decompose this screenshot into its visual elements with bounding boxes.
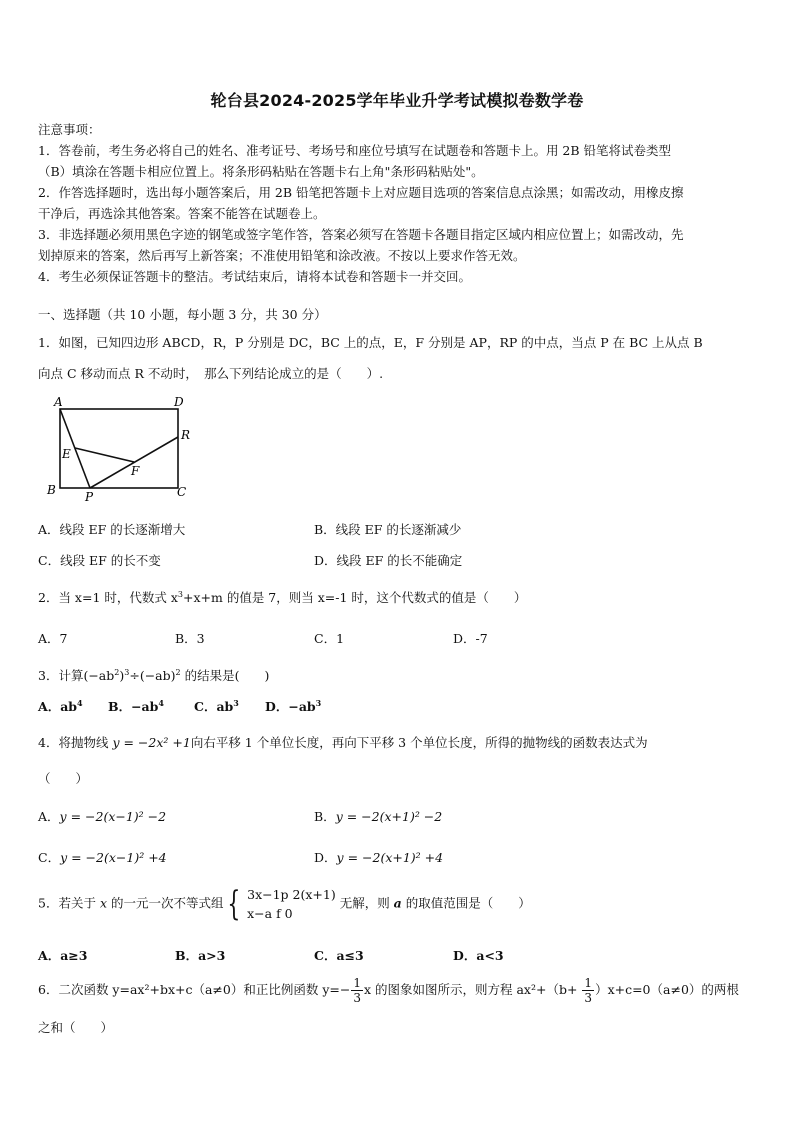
segment-pr (90, 437, 178, 488)
q1-quadrilateral-figure (46, 392, 196, 504)
q4-text-pre: 4．将抛物线 (38, 735, 113, 750)
left-brace-icon: { (227, 884, 241, 924)
q3-superscript: 2 (175, 667, 181, 677)
q4-option-c (38, 848, 167, 866)
q3-option-b (108, 697, 164, 715)
fraction-numerator: 1 (584, 976, 593, 990)
q6-text (38, 976, 739, 1005)
q3-superscript: 3 (124, 667, 130, 677)
q5-option-d: D．a<3 (453, 948, 504, 963)
q6-text-line2: 之和（ ） (38, 1020, 114, 1035)
q2-option-c: C．1 (314, 631, 345, 646)
q4-option-b (314, 807, 442, 825)
q3-option-a-exp: 4 (77, 697, 83, 708)
q4-text-post: 向右平移 1 个单位长度，再向下平移 3 个单位长度，所得的抛物线的函数表达式为 (190, 735, 648, 750)
label-c: C (177, 485, 187, 499)
q3-option-c-exp: 3 (233, 697, 239, 708)
notice-line: 1．答卷前，考生务必将自己的姓名、准考证号、考场号和座位号填写在试题卷和答题卡上。用 2B 铅笔将试卷类型 (38, 143, 672, 158)
q3-option-d (265, 697, 321, 715)
q4-option-a-label: A． (38, 809, 60, 824)
fraction-denominator: 3 (584, 991, 593, 1005)
notice-line: 3．非选择题必须用黑色字迹的钢笔或签字笔作答，答案必须写在答题卡各题目指定区域内相应位置上；如需改动，先 (38, 227, 684, 242)
q3-option-d-text: D．−ab (265, 699, 316, 714)
q3-superscript: 2 (114, 667, 120, 677)
q4-option-d-expr: y = −2(x+1)² +4 (336, 850, 444, 865)
q3-text-part: ) (119, 668, 125, 683)
q4-option-c-label: C． (38, 850, 61, 865)
label-f: F (131, 464, 140, 478)
q5-var-a: a (393, 895, 402, 911)
label-p: P (85, 490, 94, 504)
q5-text (38, 885, 531, 923)
q5-var-x: x (99, 895, 107, 911)
label-r: R (181, 428, 191, 442)
q5-option-b: B．a>3 (175, 948, 226, 963)
q3-text-part: 的结果是( ) (180, 668, 270, 683)
q1-option-c: C．线段 EF 的长不变 (38, 553, 161, 568)
notice-line: 划掉原来的答案，然后再写上新答案；不准使用铅笔和涂改液。不按以上要求作答无效。 (38, 248, 526, 263)
q3-option-c (194, 697, 239, 715)
q6-fraction-2 (582, 976, 594, 1005)
q3-option-c-text: C．ab (194, 699, 234, 714)
q4-option-b-expr: y = −2(x+1)² −2 (335, 809, 443, 824)
q3-text-part: 3．计算(−ab (38, 668, 115, 683)
q5-option-c: C．a≤3 (314, 948, 364, 963)
q2-option-a: A．7 (38, 631, 68, 646)
q4-option-d (314, 848, 443, 866)
q4-text-line2: （ ） (38, 771, 89, 786)
q3-option-d-exp: 3 (315, 697, 322, 708)
label-b: B (47, 483, 56, 497)
q5-inequality-1: 3x−1p 2(x+1) (247, 887, 336, 902)
q4-option-a (38, 807, 166, 825)
q1-option-b: B．线段 EF 的长逐渐减少 (314, 522, 462, 537)
q6-text-part1: 6．二次函数 y=ax²+bx+c（a≠0）和正比例函数 y=− (38, 982, 351, 997)
q2-exponent: 3 (177, 589, 183, 599)
notice-line: 干净后，再选涂其他答案。答案不能答在试题卷上。 (38, 206, 326, 221)
q2-option-d: D．-7 (453, 631, 488, 646)
label-e: E (62, 447, 71, 461)
q6-text-part3: ）x+c=0（a≠0）的两根 (595, 982, 739, 997)
page-title: 轮台县2024-2025学年毕业升学考试模拟卷数学卷 (210, 91, 584, 110)
q3-option-a-text: A．ab (38, 699, 78, 714)
q4-option-a-expr: y = −2(x−1)² −2 (59, 809, 167, 824)
notice-line: 4．考生必须保证答题卡的整洁。考试结束后，请将本试卷和答题卡一并交回。 (38, 269, 471, 284)
q6-text-part2: x 的图象如图所示，则方程 ax²+（b+ (363, 982, 582, 997)
q5-inequality-2: x−a f 0 (247, 906, 293, 921)
q5-text-pre: 5．若关于 (38, 895, 100, 911)
q3-text (38, 666, 269, 684)
q3-option-b-text: B．−ab (108, 699, 159, 714)
q1-option-d: D．线段 EF 的长不能确定 (314, 553, 463, 568)
q5-inequality-system (247, 885, 336, 923)
label-a: A (54, 395, 63, 409)
segment-ef (75, 448, 134, 462)
label-d: D (174, 395, 184, 409)
q5-text-mid: 的一元一次不等式组 (107, 895, 224, 911)
q5-text-post2: 的取值范围是（ ） (401, 895, 531, 911)
q4-option-d-label: D． (314, 850, 337, 865)
q4-option-b-label: B． (314, 809, 336, 824)
section-title: 一、选择题（共 10 小题，每小题 3 分，共 30 分） (38, 307, 327, 322)
q1-option-a: A．线段 EF 的长逐渐增大 (38, 522, 186, 537)
notice-block (38, 119, 758, 287)
notice-line: 2．作答选择题时，选出每小题答案后，用 2B 铅笔把答题卡上对应题目选项的答案信息点涂黑；如需改动，用橡皮擦 (38, 185, 684, 200)
fraction-denominator: 3 (353, 991, 361, 1005)
q4-text (38, 733, 648, 751)
q6-fraction-1 (351, 976, 363, 1005)
q5-option-a: A．a≥3 (38, 948, 88, 963)
q2-text-pre: 2．当 x=1 时，代数式 x (38, 590, 178, 605)
q2-option-b: B．3 (175, 631, 205, 646)
q2-text-post: +x+m 的值是 7，则当 x=-1 时，这个代数式的值是（ ） (183, 590, 527, 605)
q3-option-a (38, 697, 83, 715)
notice-line: （B）填涂在答题卡相应位置上。将条形码粘贴在答题卡右上角"条形码粘贴处"。 (38, 164, 484, 179)
notice-heading: 注意事项： (38, 122, 101, 137)
q3-option-b-exp: 4 (158, 697, 164, 708)
q1-text-line2: 向点 C 移动而点 R 不动时， 那么下列结论成立的是（ ）. (38, 366, 384, 381)
q2-text (38, 588, 526, 606)
q5-text-post1: 无解，则 (335, 895, 394, 911)
q3-text-part: ÷(−ab) (129, 668, 176, 683)
q4-expression: y = −2x² +1 (112, 735, 191, 750)
fraction-numerator: 1 (353, 976, 361, 990)
q1-text-line1: 1．如图，已知四边形 ABCD，R，P 分别是 DC，BC 上的点，E，F 分别是 AP，RP 的中点，当点 P 在 BC 上从点 B (38, 335, 703, 350)
q4-option-c-expr: y = −2(x−1)² +4 (60, 850, 167, 865)
